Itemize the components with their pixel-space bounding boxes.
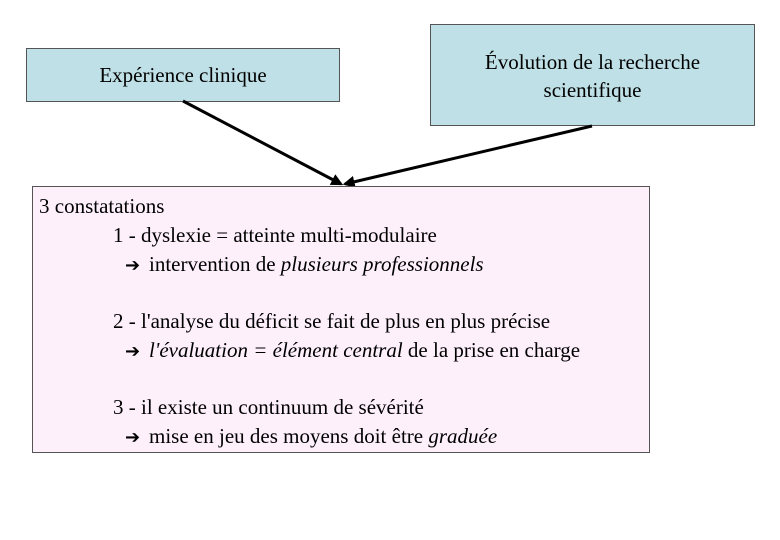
scientific-research-label-line1: Évolution de la recherche [484, 50, 701, 74]
finding-2-consequence [125, 336, 580, 366]
finding-2-statement: 2 - l'analyse du déficit se fait de plus en plus précise [113, 309, 551, 333]
finding-2-consequence-tail: de la prise en charge [402, 338, 581, 362]
finding-3-statement: 3 - il existe un continuum de sévérité [113, 395, 424, 419]
finding-3-consequence-emphasis: graduée [428, 424, 498, 448]
scientific-research-label-line2: scientifique [543, 78, 642, 102]
arrow-from-research [345, 126, 592, 184]
finding-1-consequence [125, 250, 484, 280]
right-arrow-icon: ➔ [125, 255, 141, 276]
finding-2-consequence-emphasis: l'évaluation = élément central [149, 338, 403, 362]
findings-box [32, 186, 650, 453]
finding-1-statement: 1 - dyslexie = atteinte multi-modulaire [113, 223, 437, 247]
finding-3-consequence [125, 422, 497, 452]
finding-3-consequence-text: mise en jeu des moyens doit être [149, 424, 429, 448]
right-arrow-icon: ➔ [125, 341, 141, 362]
right-arrow-icon: ➔ [125, 427, 141, 448]
arrow-from-clinical [183, 101, 341, 184]
findings-header: 3 constatations [39, 194, 165, 218]
finding-1-consequence-emphasis: plusieurs professionnels [280, 252, 484, 276]
clinical-experience-label: Expérience clinique [99, 63, 267, 87]
finding-1-consequence-text: intervention de [149, 252, 281, 276]
